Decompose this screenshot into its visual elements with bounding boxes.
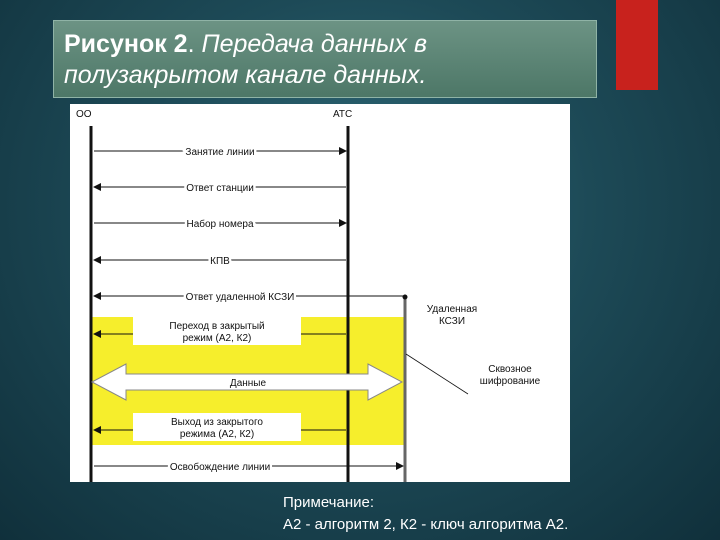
- step-label: Ответ станции: [186, 183, 254, 194]
- release-line-label: Освобождение линии: [169, 462, 271, 473]
- right-party-label: АТС: [333, 109, 353, 120]
- sequence-diagram: [70, 104, 570, 482]
- data-label: Данные: [229, 378, 267, 389]
- accent-bar: [616, 0, 658, 90]
- step-label: Занятие линии: [185, 147, 255, 158]
- left-party-label: ОО: [76, 109, 92, 120]
- note-heading: Примечание:: [283, 494, 374, 511]
- title-caption-part2: полузакрытом канале данных.: [64, 61, 427, 89]
- exit-closed-mode-label-line2: режима (А2, К2): [179, 429, 255, 440]
- remote-ksz-label-line1: Удаленная: [426, 304, 478, 315]
- title-caption-part1: Передача данных в: [201, 30, 428, 58]
- step-label: Ответ удаленной КСЗИ: [185, 292, 295, 303]
- slide-title: [53, 20, 597, 98]
- title-separator: .: [187, 30, 202, 58]
- enter-closed-mode-label-line2: режим (А2, К2): [182, 333, 252, 344]
- exit-closed-mode-label-line1: Выход из закрытого: [171, 417, 263, 428]
- step-label: Набор номера: [186, 219, 254, 230]
- enter-closed-mode-label-line1: Переход в закрытый: [169, 321, 265, 332]
- title-figure-number: Рисунок 2: [64, 30, 188, 58]
- note-text: А2 - алгоритм 2, К2 - ключ алгоритма А2.: [283, 516, 569, 533]
- e2e-label-line1: Сквозное: [488, 364, 532, 375]
- e2e-label-line2: шифрование: [479, 376, 541, 387]
- step-label: КПВ: [210, 256, 230, 267]
- note: [283, 492, 713, 536]
- remote-ksz-label-line2: КСЗИ: [438, 316, 466, 327]
- title-line-1: [64, 29, 586, 60]
- remote-ksz-marker: [403, 295, 408, 300]
